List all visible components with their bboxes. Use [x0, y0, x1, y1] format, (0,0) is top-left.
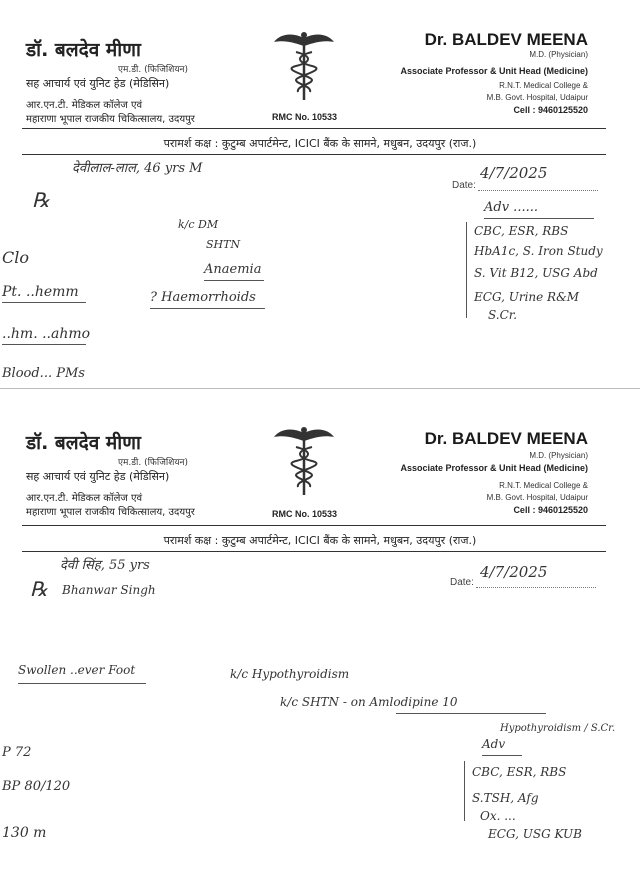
header-rule-bottom [22, 154, 606, 155]
consultation-address: परामर्श कक्ष : कुटुम्ब अपार्टमेन्ट, ICICI बैंक के सामने, मधुबन, उदयपुर (राज.) [163, 534, 477, 547]
history-note: k/c Hypothyroidism [230, 667, 350, 681]
vital-note: 130 m [2, 825, 47, 841]
sheet-separator [0, 388, 640, 389]
consultation-address: परामर्श कक्ष : कुटुम्ब अपार्टमेन्ट, ICICI बैंक के सामने, मधुबन, उदयपुर (राज.) [163, 137, 477, 150]
hospital-english: M.B. Govt. Hospital, Udaipur [486, 93, 588, 102]
doctor-name-english: Dr. BALDEV MEENA [424, 30, 588, 49]
prescription-date: 4/7/2025 [480, 164, 548, 182]
rmc-number: RMC No. 10533 [272, 509, 338, 519]
investigation-item: ECG, USG KUB [488, 827, 582, 841]
investigation-item: S.Cr. [488, 308, 518, 322]
hospital-hindi: महाराणा भूपाल राजकीय चिकित्सालय, उदयपुर [26, 507, 195, 518]
investigation-item: S.TSH, Afg [472, 791, 539, 805]
complaint-note: ..hm. ..ahmo [2, 326, 91, 342]
complaint-note: Blood... PMs [2, 366, 85, 381]
college-english: R.N.T. Medical College & [499, 481, 588, 490]
diagnosis-underline [204, 280, 264, 281]
header-rule-top [22, 525, 606, 526]
rmc-number: RMC No. 10533 [272, 112, 338, 122]
diagnosis-underline [150, 308, 265, 309]
investigations-brace [464, 761, 465, 821]
college-hindi: आर.एन.टी. मेडिकल कॉलेज एवं [26, 100, 143, 111]
prescription-sheet-2 [0, 395, 640, 876]
complaint-underline [18, 683, 146, 684]
date-label: Date: [452, 180, 476, 191]
doctor-degree-english: M.D. (Physician) [529, 50, 588, 59]
complaint-note: Swollen ..ever Foot [18, 663, 136, 677]
investigation-item: Ox. ... [480, 809, 516, 823]
prescription-date: 4/7/2025 [480, 563, 548, 581]
patient-name: देवी सिंह, 55 yrs [60, 558, 150, 573]
history-note: SHTN [206, 238, 241, 251]
history-note: k/c DM [178, 218, 219, 231]
patient-name: देवीलाल-लाल, 46 yrs M [72, 161, 203, 176]
diagnosis-note: ? Haemorrhoids [150, 290, 256, 305]
investigation-item: S. Vit B12, USG Abd [474, 266, 598, 280]
date-line [478, 190, 598, 191]
complaint-underline [2, 344, 86, 345]
caduceus-icon [272, 30, 336, 102]
doctor-name-hindi: डॉ. बलदेव मीणा [26, 39, 141, 61]
complaint-note: Pt. ..hemm [2, 284, 79, 300]
header-rule-top [22, 128, 606, 129]
doctor-name-hindi: डॉ. बलदेव मीणा [26, 432, 141, 454]
date-line [476, 587, 596, 588]
rx-symbol: ℞ [30, 577, 48, 601]
prescription-sheet-1 [0, 0, 640, 390]
hospital-hindi: महाराणा भूपाल राजकीय चिकित्सालय, उदयपुर [26, 114, 195, 125]
diagnosis-note: Anaemia [204, 262, 262, 277]
doctor-position-hindi: सह आचार्य एवं युनिट हेड (मेडिसिन) [26, 470, 170, 483]
doctor-position-hindi: सह आचार्य एवं युनिट हेड (मेडिसिन) [26, 77, 170, 90]
advice-underline [482, 755, 522, 756]
advice-underline [484, 218, 594, 219]
history-underline [396, 713, 546, 714]
advice-heading: Adv [482, 737, 506, 751]
complaint-note: Clo [2, 248, 29, 267]
college-english: R.N.T. Medical College & [499, 81, 588, 90]
investigations-brace [466, 222, 467, 318]
cell-number: Cell : 9460125520 [513, 105, 588, 115]
advice-aside: Hypothyroidism / S.Cr. [500, 723, 616, 734]
doctor-degree-hindi: एम.डी. (फिजिशियन) [118, 65, 189, 75]
vital-note: P 72 [2, 745, 32, 760]
date-label: Date: [450, 577, 474, 588]
doctor-position-english: Associate Professor & Unit Head (Medicine) [400, 66, 588, 76]
cell-number: Cell : 9460125520 [513, 505, 588, 515]
doctor-degree-english: M.D. (Physician) [529, 451, 588, 460]
investigation-item: ECG, Urine R&M [474, 290, 580, 304]
vital-note: BP 80/120 [2, 779, 71, 794]
investigation-item: CBC, ESR, RBS [472, 765, 567, 779]
patient-name-line2: Bhanwar Singh [62, 583, 156, 597]
college-hindi: आर.एन.टी. मेडिकल कॉलेज एवं [26, 493, 143, 504]
investigation-item: HbA1c, S. Iron Study [474, 244, 603, 258]
doctor-degree-hindi: एम.डी. (फिजिशियन) [118, 458, 189, 468]
header-rule-bottom [22, 551, 606, 552]
complaint-underline [2, 302, 86, 303]
investigation-item: CBC, ESR, RBS [474, 224, 569, 238]
history-note: k/c SHTN - on Amlodipine 10 [280, 695, 458, 709]
hospital-english: M.B. Govt. Hospital, Udaipur [486, 493, 588, 502]
advice-heading: Adv ...... [484, 200, 538, 215]
doctor-name-english: Dr. BALDEV MEENA [424, 429, 588, 448]
caduceus-icon [272, 425, 336, 497]
rx-symbol: ℞ [32, 188, 50, 212]
doctor-position-english: Associate Professor & Unit Head (Medicine) [400, 463, 588, 473]
